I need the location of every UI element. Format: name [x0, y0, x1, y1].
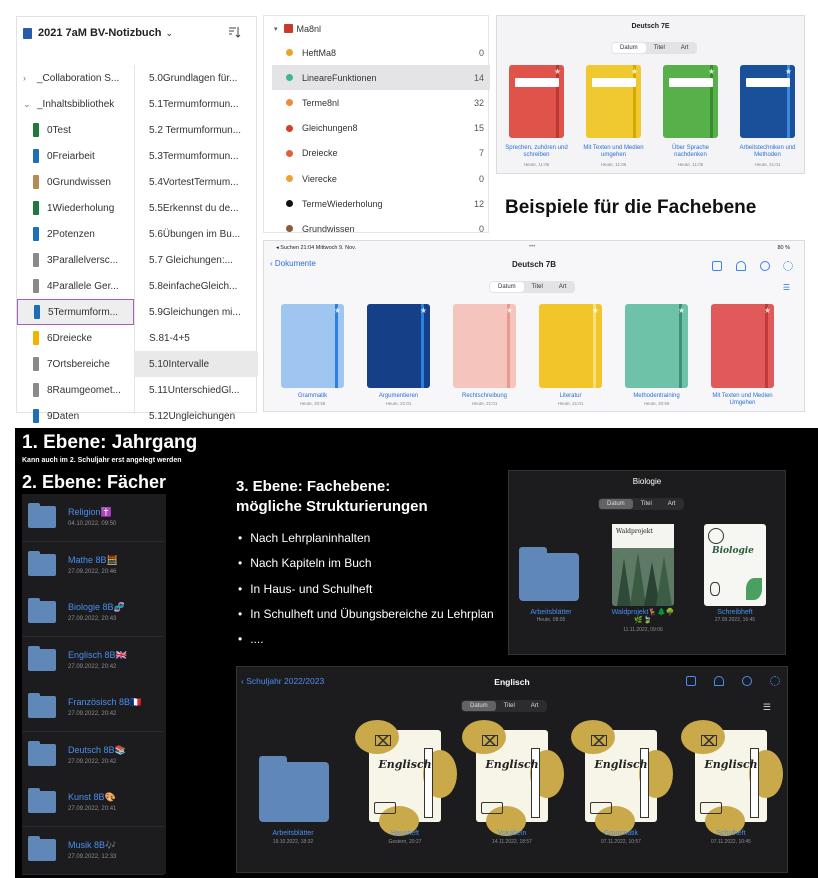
back-button[interactable]: ‹ Schuljahr 2022/2023: [241, 676, 325, 686]
notebook-date: Heute, 11:06: [523, 162, 550, 167]
onenote-notebook-panel: [16, 16, 257, 422]
item-date: 07.11.2022, 10:45: [711, 839, 751, 845]
folder-date: 27.09.2022, 20:46: [68, 568, 117, 575]
seg-datum[interactable]: Datum: [612, 43, 646, 53]
deutsch7e-title: Deutsch 7E: [631, 23, 670, 30]
notebook-date: Heute, 20:59: [643, 401, 670, 406]
notebook-title[interactable]: Mit Texten und Medien Umgehen: [712, 393, 773, 406]
notebook-date: Heute, 21:01: [557, 401, 584, 406]
seg-art[interactable]: Art: [558, 284, 567, 290]
seg-titel[interactable]: Titel: [503, 703, 515, 709]
deutsch7b-panel: [263, 240, 805, 412]
cover-title: Waldprojekt: [616, 528, 653, 535]
folder-count: 15: [473, 123, 484, 134]
item-date: 11.11.2022, 09:06: [623, 627, 663, 633]
notebook-spine: [421, 304, 424, 388]
section-item[interactable]: [17, 117, 134, 143]
union-jack-icon: [701, 735, 717, 746]
clipboard-icon[interactable]: [686, 676, 696, 686]
folder-label: Grundwissen: [302, 223, 355, 234]
section-color-tab: [33, 331, 39, 345]
folder-name: Kunst 8B🎨: [68, 792, 116, 802]
folder-icon: [28, 696, 56, 718]
page-item[interactable]: 5.0Grundlagen für...: [149, 72, 238, 84]
biologie-panel: [508, 470, 786, 655]
notebook-cover[interactable]: [711, 304, 774, 388]
folder-label: Terme8nl: [302, 97, 340, 108]
expand-chevron-icon[interactable]: ›: [23, 73, 26, 83]
notebook-spine: [679, 304, 682, 388]
notebook-cover[interactable]: [369, 730, 441, 822]
back-button[interactable]: ‹ Dokumente: [270, 259, 316, 268]
page-item[interactable]: 5.1Termumformun...: [149, 98, 239, 110]
star-icon[interactable]: ★: [784, 67, 792, 76]
item-title[interactable]: Waldprojekt🦌🌲🌳🌿🍃: [611, 609, 675, 625]
section-label: _Inhaltsbibliothek: [37, 98, 115, 110]
section-item[interactable]: [17, 377, 134, 403]
page-item[interactable]: 5.10Intervalle: [135, 351, 258, 377]
page-item[interactable]: 5.6Übungen im Bu...: [149, 228, 241, 240]
notebook-cover[interactable]: [586, 65, 641, 138]
seg-art[interactable]: Art: [667, 501, 676, 507]
clipboard-icon[interactable]: [712, 261, 722, 271]
bullet-item: • In Schulheft und Übungsbereiche zu Lehrplan: [238, 607, 494, 621]
chevron-down-icon: ⌄: [165, 27, 174, 38]
notebook-cover[interactable]: [625, 304, 688, 388]
subject-folder[interactable]: [22, 494, 164, 542]
section-label: 8Raumgeomet...: [47, 384, 121, 396]
englisch-panel: [236, 666, 788, 873]
notebook-title[interactable]: Rechtschreibung: [461, 393, 508, 399]
section-color-tab: [33, 357, 39, 371]
bullet-item: • Nach Kapiteln im Buch: [238, 556, 372, 570]
section-color-tab: [33, 201, 39, 215]
star-icon[interactable]: ★: [591, 306, 599, 315]
status-dots: •••: [529, 244, 536, 250]
section-label: 0Freiarbeit: [47, 150, 95, 162]
sort-segmented-control[interactable]: [598, 498, 684, 510]
notebook-date: Heute, 11:06: [677, 162, 704, 167]
folder-count: 14: [473, 72, 484, 83]
section-color-tab: [33, 383, 39, 397]
bus-icon: [374, 802, 396, 814]
seg-datum[interactable]: Datum: [462, 701, 496, 711]
folder-date: 04.10.2022, 09:50: [68, 521, 117, 527]
folder-date: 27.09.2022, 20:41: [68, 806, 117, 812]
section-item[interactable]: [17, 351, 134, 377]
folder-date: 27.09.2022, 20:42: [68, 758, 117, 765]
section-item[interactable]: [17, 195, 134, 221]
sort-icon[interactable]: [228, 26, 240, 38]
section-item[interactable]: [17, 169, 134, 195]
bullet-item: • In Haus- und Schulheft: [238, 582, 372, 596]
folder-icon: [28, 601, 56, 623]
gear-icon[interactable]: [770, 676, 780, 686]
section-label: 0Grundwissen: [47, 176, 111, 188]
section-label: 2Potenzen: [47, 228, 95, 240]
list-view-icon[interactable]: ☰: [762, 702, 771, 712]
section-label: 4Parallele Ger...: [47, 280, 119, 292]
notebook-spine: [507, 304, 510, 388]
chevron-down-icon: ▾: [274, 25, 278, 33]
folder-list-panel: [263, 15, 489, 233]
page-item[interactable]: 5.4VortestTermum...: [149, 176, 239, 188]
item-title[interactable]: Hausheft: [390, 830, 420, 837]
section-item[interactable]: [17, 273, 134, 299]
section-item[interactable]: [17, 65, 134, 91]
folder-color-dot: [286, 225, 293, 232]
item-title[interactable]: Arbeitsblätter: [272, 830, 314, 837]
back-label: Dokumente: [274, 259, 316, 268]
section-item[interactable]: [17, 221, 134, 247]
folder-color-dot: [286, 74, 293, 81]
folder-name: Französisch 8B🇫🇷: [68, 697, 142, 707]
union-jack-icon: [591, 735, 607, 746]
item-date: Heute, 08:05: [536, 617, 566, 623]
star-icon[interactable]: ★: [419, 306, 427, 315]
notebook-title[interactable]: [17, 17, 256, 49]
section-label: 6Dreiecke: [47, 332, 93, 344]
checkmark-icon[interactable]: [742, 676, 752, 686]
folder-label: Gleichungen8: [302, 123, 358, 134]
section-item[interactable]: [17, 403, 134, 429]
item-title[interactable]: Schreibheft: [717, 609, 753, 616]
bus-icon: [481, 802, 503, 814]
folder-name: Musik 8B🎶: [68, 839, 117, 850]
item-date: Gestern, 20:27: [388, 839, 422, 845]
folder-label: LineareFunktionen: [302, 72, 377, 83]
folder-name: Mathe 8B🧮: [68, 554, 118, 565]
folder-color-dot: [286, 175, 293, 182]
folder-color-dot: [286, 150, 293, 157]
subject-folder[interactable]: [22, 684, 164, 732]
status-bar-left: ◂ Suchen 21:04 Mittwoch 9. Nov.: [276, 245, 357, 251]
folder-icon: [28, 744, 56, 766]
forest-image: [612, 548, 674, 606]
page-item[interactable]: 5.8einfacheGleich...: [149, 280, 238, 292]
folder-icon[interactable]: [259, 762, 329, 822]
page-item[interactable]: 5.5Erkennst du de...: [149, 202, 239, 214]
folder-item[interactable]: [264, 191, 490, 216]
folder-item[interactable]: [264, 166, 490, 191]
notebook-icon: [23, 28, 32, 39]
section-item[interactable]: [17, 247, 134, 273]
cover-title: Biologie: [712, 546, 754, 556]
level1-note: Kann auch im 2. Schuljahr erst angelegt werden: [22, 457, 182, 464]
item-date: 07.11.2022, 10:57: [601, 839, 641, 845]
bell-icon[interactable]: [736, 261, 746, 271]
item-title[interactable]: Grammatik: [603, 830, 639, 837]
notebook-date: Heute, 11:06: [600, 162, 627, 167]
notebook-cover[interactable]: [663, 65, 718, 138]
deutsch7e-panel: [496, 15, 805, 174]
notebook-date: Heute, 20:58: [299, 401, 326, 406]
star-icon[interactable]: ★: [630, 67, 638, 76]
bus-icon: [590, 802, 612, 814]
cover-label: [746, 78, 790, 87]
page-item[interactable]: 5.12Ungleichungen: [149, 410, 236, 422]
folder-date: 27.09.2022, 20:42: [68, 711, 117, 717]
checkmark-icon[interactable]: [760, 261, 770, 271]
section-color-tab: [33, 149, 39, 163]
notebook-date: Heute, 21:01: [471, 401, 498, 406]
folder-item[interactable]: [272, 65, 490, 90]
folder-name: Deutsch 8B📚: [68, 744, 126, 755]
folder-icon[interactable]: [519, 553, 579, 601]
cover-title: Englisch: [704, 758, 758, 771]
folder-name: Religion✝️: [68, 507, 112, 517]
star-icon[interactable]: ★: [763, 306, 771, 315]
section-color-tab: [33, 409, 39, 423]
item-date: 19.10.2022, 18:32: [272, 839, 314, 845]
heading-fachebene: Beispiele für die Fachebene: [505, 197, 757, 218]
union-jack-icon: [482, 735, 498, 746]
folder-label: TermeWiederholung: [302, 198, 383, 209]
bus-icon: [700, 802, 722, 814]
notebook-cover[interactable]: [740, 65, 795, 138]
section-color-tab: [33, 175, 39, 189]
notebook-cover[interactable]: [476, 730, 548, 822]
seg-datum[interactable]: Datum: [599, 499, 633, 509]
section-label: 9Daten: [47, 410, 80, 422]
notebook-cover[interactable]: [539, 304, 602, 388]
folder-root[interactable]: [264, 16, 490, 41]
folder-item[interactable]: [264, 141, 490, 166]
star-icon[interactable]: ★: [505, 306, 513, 315]
folder-root-label: Ma8nl: [296, 23, 322, 34]
star-icon[interactable]: ★: [707, 67, 715, 76]
folder-date: 27.09.2022, 20:43: [68, 616, 117, 622]
battery-status: 80 %: [777, 245, 790, 251]
notebook-title[interactable]: Mit Texten und Medien umgehen: [583, 145, 644, 158]
subject-folder[interactable]: [22, 827, 164, 875]
section-item[interactable]: [17, 325, 134, 351]
union-jack-icon: [375, 735, 391, 746]
folder-color-icon: [284, 24, 293, 33]
folder-count: 0: [478, 223, 484, 234]
notebook-spine: [335, 304, 338, 388]
subject-folder[interactable]: [22, 779, 164, 827]
biologie-title: Biologie: [632, 477, 662, 486]
notebook-spine: [765, 304, 768, 388]
item-title[interactable]: Vokabeln: [497, 830, 527, 837]
folder-color-dot: [286, 125, 293, 132]
notebook-cover[interactable]: [585, 730, 657, 822]
sort-segmented-control[interactable]: [611, 42, 697, 54]
star-icon[interactable]: ★: [677, 306, 685, 315]
folder-item[interactable]: [264, 216, 490, 241]
cover-label: [515, 78, 559, 87]
sort-segmented-control[interactable]: [489, 281, 575, 293]
notebook-cover[interactable]: [509, 65, 564, 138]
folder-label: Dreiecke: [302, 148, 338, 159]
subject-folder[interactable]: [22, 542, 164, 590]
section-item[interactable]: [17, 299, 134, 325]
section-label: _Collaboration S...: [37, 72, 120, 84]
star-icon[interactable]: ★: [553, 67, 561, 76]
page-item[interactable]: 5.3Termumformun...: [149, 150, 239, 162]
page-item[interactable]: 5.9Gleichungen mi...: [149, 306, 241, 318]
folder-name: Englisch 8B🇬🇧: [68, 649, 127, 660]
expand-chevron-icon[interactable]: ⌄: [23, 98, 31, 109]
folder-color-dot: [286, 200, 293, 207]
cover-title: Englisch: [485, 758, 539, 771]
folder-icon: [28, 649, 56, 671]
folder-item[interactable]: [264, 40, 490, 65]
level2-heading: 2. Ebene: Fächer: [22, 472, 167, 492]
notebook-cover[interactable]: [453, 304, 516, 388]
item-date: 14.11.2022, 18:57: [492, 839, 532, 845]
page-item[interactable]: 5.2 Termumformun...: [149, 124, 242, 136]
notebook-cover[interactable]: [695, 730, 767, 822]
section-label: 3Parallelversc...: [47, 254, 119, 266]
page-item[interactable]: 5.7 Gleichungen:...: [149, 254, 233, 266]
notebook-date: Heute, 21:01: [385, 401, 412, 406]
bullet-item: • ....: [238, 632, 264, 646]
folder-count: 12: [473, 198, 484, 209]
folder-label: Vierecke: [302, 173, 337, 184]
folder-icon: [28, 506, 56, 528]
item-title[interactable]: Schulheft: [716, 830, 746, 837]
notebook-title[interactable]: Arbeitstechniken und Methoden: [739, 145, 796, 158]
level3-heading-line1: 3. Ebene: Fachebene:: [236, 478, 391, 495]
subject-folder[interactable]: [22, 637, 164, 685]
list-view-icon[interactable]: ☰: [782, 283, 790, 292]
seg-titel[interactable]: Titel: [640, 501, 652, 507]
bullet-item: • Nach Lehrplaninhalten: [238, 531, 370, 545]
notebook-name: 2021 7aM BV-Notizbuch: [38, 27, 162, 39]
folder-count: 7: [478, 148, 484, 159]
section-label: 5Termumform...: [48, 306, 119, 318]
notebook-title[interactable]: Über Sprache nachdenken: [671, 145, 710, 158]
folder-icon: [28, 554, 56, 576]
folder-label: HeftMa8: [302, 47, 337, 58]
waldprojekt-cover[interactable]: [612, 524, 674, 606]
notebook-date: Heute, 21:01: [754, 162, 781, 167]
section-item[interactable]: [17, 91, 134, 117]
section-color-tab: [33, 123, 39, 137]
cover-label: [592, 78, 636, 87]
folder-count: 0: [478, 173, 484, 184]
schreibheft-cover[interactable]: [704, 524, 766, 606]
folder-date: 27.09.2022, 20:42: [68, 663, 117, 670]
englisch-title: Englisch: [494, 677, 530, 687]
seg-titel[interactable]: Titel: [653, 45, 665, 51]
folder-color-dot: [286, 99, 293, 106]
notebook-title[interactable]: Literatur: [559, 393, 582, 399]
seg-datum[interactable]: Datum: [490, 282, 524, 292]
notebook-title[interactable]: Sprechen, zuhören und schreiben: [505, 145, 568, 158]
level3-heading-line2: mögliche Strukturierungen: [236, 498, 428, 515]
section-color-tab: [34, 305, 40, 319]
bell-icon[interactable]: [714, 676, 724, 686]
notebook-cover[interactable]: [281, 304, 344, 388]
folder-date: 27.09.2022, 12:33: [68, 853, 117, 860]
page-item[interactable]: 5.11UnterschiedGl...: [149, 384, 240, 396]
page-item[interactable]: S.81-4+5: [149, 332, 190, 344]
subject-folder[interactable]: [22, 589, 164, 637]
folder-color-dot: [286, 49, 293, 56]
folder-item[interactable]: [264, 116, 490, 141]
seg-art[interactable]: Art: [530, 703, 539, 709]
subject-folder[interactable]: [22, 732, 164, 780]
section-label: 1Wiederholung: [47, 202, 115, 214]
section-color-tab: [33, 227, 39, 241]
section-label: 0Test: [47, 124, 71, 136]
folder-count: 0: [478, 47, 484, 58]
sort-segmented-control[interactable]: [461, 700, 547, 712]
notebook-cover[interactable]: [367, 304, 430, 388]
seg-titel[interactable]: Titel: [531, 284, 543, 290]
folder-icon: [28, 791, 56, 813]
notebook-spine: [593, 304, 596, 388]
section-color-tab: [33, 253, 39, 267]
folder-name: Biologie 8B🧬: [68, 602, 125, 612]
folder-icon: [28, 839, 56, 861]
cover-title: Englisch: [378, 758, 432, 771]
back-label: Schuljahr 2022/2023: [246, 676, 325, 686]
section-color-tab: [33, 279, 39, 293]
seg-art[interactable]: Art: [680, 45, 689, 51]
item-title[interactable]: Arbeitsblätter: [530, 609, 572, 616]
deutsch7b-title: Deutsch 7B: [511, 260, 556, 269]
section-item[interactable]: [17, 143, 134, 169]
cover-label: [669, 78, 713, 87]
star-icon[interactable]: ★: [333, 306, 341, 315]
item-date: 27.09.2022, 16:45: [714, 617, 756, 623]
gear-icon[interactable]: [783, 261, 793, 271]
folder-item[interactable]: [264, 90, 490, 115]
notebook-title[interactable]: Methodentraining: [633, 393, 680, 399]
folder-count: 32: [473, 97, 484, 108]
notebook-title[interactable]: Argumentieren: [378, 393, 419, 399]
level1-heading: 1. Ebene: Jahrgang: [22, 432, 198, 453]
notebook-title[interactable]: Grammatik: [297, 393, 328, 399]
cover-title: Englisch: [594, 758, 648, 771]
section-label: 7Ortsbereiche: [47, 358, 110, 370]
